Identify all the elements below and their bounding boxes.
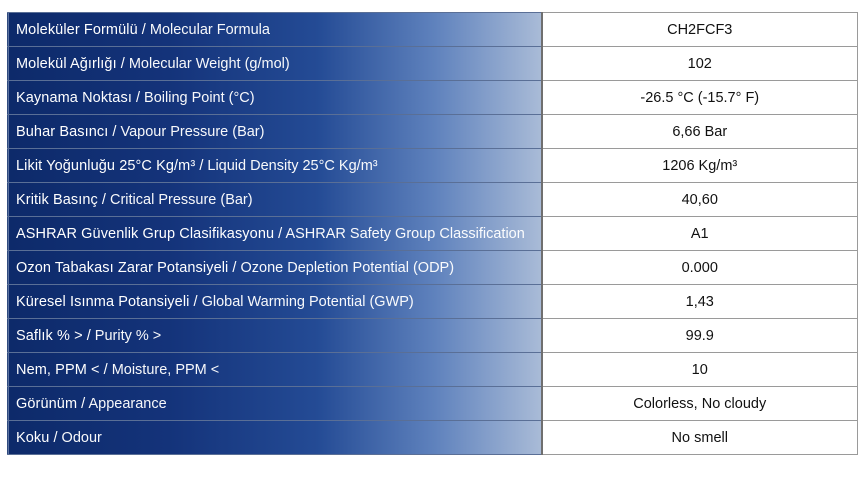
label-english: Boiling Point (°C): [144, 89, 255, 106]
label-turkish: Görünüm: [16, 395, 78, 412]
property-label: [8, 115, 542, 149]
property-value: 0.000: [542, 251, 858, 285]
label-english: Molecular Formula: [149, 21, 270, 38]
property-value: 99.9: [542, 319, 858, 353]
property-label: [8, 387, 542, 421]
label-english: Vapour Pressure (Bar): [120, 123, 265, 140]
label-separator: /: [82, 327, 95, 344]
table-row-critical-pressure: [8, 183, 858, 217]
label-separator: /: [99, 361, 112, 378]
table-row-molecular-weight: [8, 47, 858, 81]
specification-table: [7, 12, 858, 455]
table-row-vapour-pressure: [8, 115, 858, 149]
label-turkish: Nem, PPM <: [16, 361, 100, 378]
label-english: Odour: [61, 429, 102, 446]
table-row-moisture: [8, 353, 858, 387]
property-value: No smell: [542, 421, 858, 455]
label-turkish: ASHRAR Güvenlik Grup Clasifikasyonu: [16, 225, 275, 242]
label-separator: /: [49, 429, 62, 446]
label-separator: /: [108, 123, 121, 140]
label-english: Purity % >: [94, 327, 162, 344]
label-english: Global Warming Potential (GWP): [201, 293, 414, 310]
property-label: [8, 353, 542, 387]
table-row-molecular-formula: [8, 13, 858, 47]
property-value: 6,66 Bar: [542, 115, 858, 149]
label-english: Liquid Density 25°C Kg/m³: [207, 157, 378, 174]
label-separator: /: [116, 55, 129, 72]
label-english: Ozone Depletion Potential (ODP): [240, 259, 455, 276]
property-value: 102: [542, 47, 858, 81]
property-label: [8, 183, 542, 217]
property-label: [8, 421, 542, 455]
label-turkish: Küresel Isınma Potansiyeli: [16, 293, 190, 310]
label-turkish: Saflık % >: [16, 327, 83, 344]
label-english: Appearance: [88, 395, 167, 412]
label-separator: /: [189, 293, 202, 310]
property-label: [8, 47, 542, 81]
property-value: Colorless, No cloudy: [542, 387, 858, 421]
label-separator: /: [274, 225, 286, 242]
label-turkish: Koku: [16, 429, 50, 446]
label-turkish: Molekül Ağırlığı: [16, 55, 117, 72]
property-label: [8, 251, 542, 285]
label-separator: /: [137, 21, 150, 38]
label-turkish: Buhar Basıncı: [16, 123, 109, 140]
label-turkish: Likit Yoğunluğu 25°C Kg/m³: [16, 157, 196, 174]
property-label: [8, 81, 542, 115]
label-separator: /: [131, 89, 145, 106]
label-turkish: Kritik Basınç: [16, 191, 98, 208]
specification-table-body: [8, 13, 858, 455]
table-row-safety-group: [8, 217, 858, 251]
property-label: [8, 13, 542, 47]
property-label: [8, 217, 542, 251]
table-row-ozone-depletion: [8, 251, 858, 285]
property-label: [8, 149, 542, 183]
label-english: Molecular Weight (g/mol): [128, 55, 290, 72]
property-value: 1,43: [542, 285, 858, 319]
label-turkish: Ozon Tabakası Zarar Potansiyeli: [16, 259, 229, 276]
label-turkish: Kaynama Noktası: [16, 89, 132, 106]
table-row-liquid-density: [8, 149, 858, 183]
table-row-odour: [8, 421, 858, 455]
label-turkish: Moleküler Formülü: [16, 21, 138, 38]
table-row-global-warming: [8, 285, 858, 319]
property-value: -26.5 °C (-15.7° F): [542, 81, 858, 115]
label-english: ASHRAR Safety Group Classification: [285, 225, 525, 242]
label-separator: /: [195, 157, 208, 174]
property-label: [8, 319, 542, 353]
table-row-purity: [8, 319, 858, 353]
property-value: 10: [542, 353, 858, 387]
label-english: Critical Pressure (Bar): [109, 191, 253, 208]
property-value: 40,60: [542, 183, 858, 217]
property-value: CH2FCF3: [542, 13, 858, 47]
table-row-appearance: [8, 387, 858, 421]
table-row-boiling-point: [8, 81, 858, 115]
property-value: 1206 Kg/m³: [542, 149, 858, 183]
label-english: Moisture, PPM <: [111, 361, 220, 378]
label-separator: /: [228, 259, 241, 276]
property-label: [8, 285, 542, 319]
property-value: A1: [542, 217, 858, 251]
label-separator: /: [77, 395, 89, 412]
label-separator: /: [97, 191, 110, 208]
